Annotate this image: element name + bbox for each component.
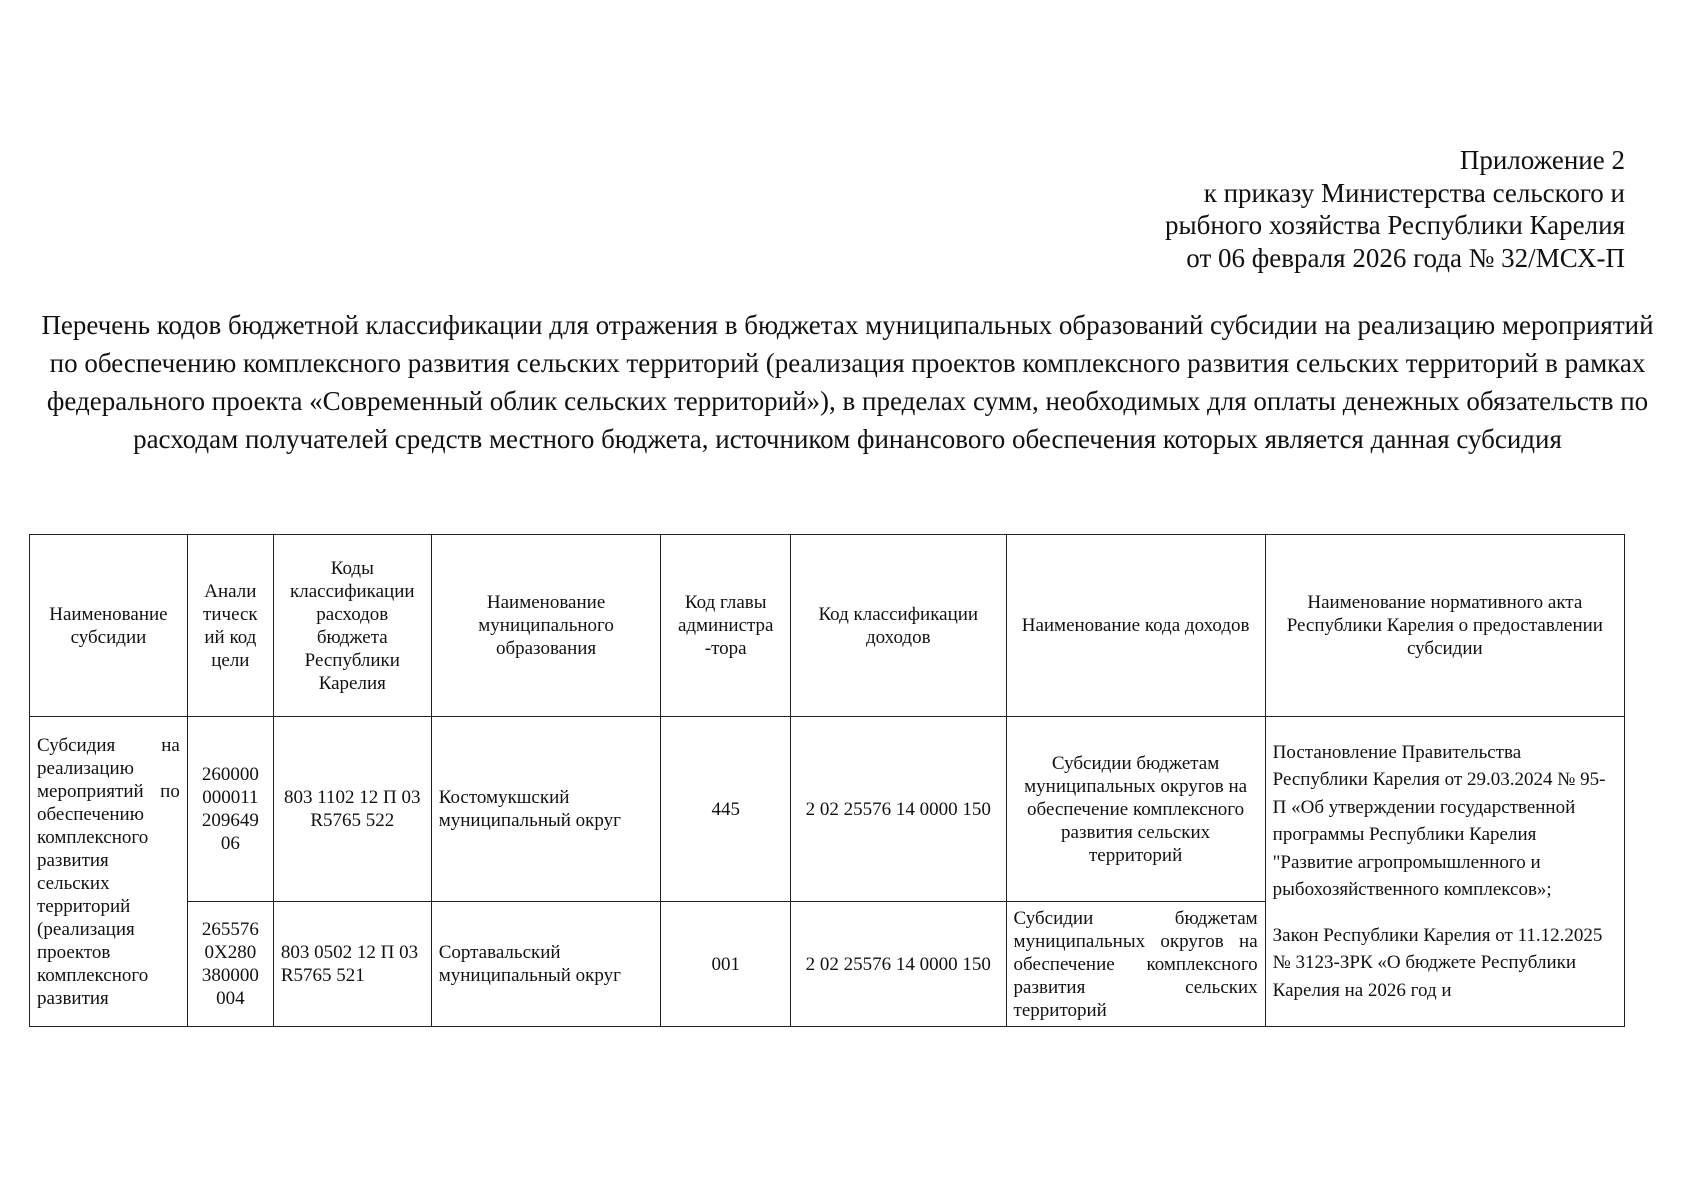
normative-act-cell bbox=[1265, 717, 1624, 1027]
admin-code-cell: 001 bbox=[661, 902, 791, 1027]
header-income-name: Наименование кода доходов bbox=[1006, 535, 1265, 717]
header-municipality: Наименование муниципального образования bbox=[431, 535, 661, 717]
municipality-cell: Сортавальский муниципальный округ bbox=[431, 902, 661, 1027]
header-admin-code: Код главы администра -тора bbox=[661, 535, 791, 717]
analytic-code-cell: 260000 000011 209649 06 bbox=[187, 717, 273, 902]
budget-codes-table bbox=[29, 534, 1625, 1027]
expense-code-cell: 803 0502 12 П 03 R5765 521 bbox=[273, 902, 431, 1027]
header-expense-codes: Коды классификации расходов бюджета Республики Карелия bbox=[273, 535, 431, 717]
income-name-cell: Субсидии бюджетам муниципальных округов на обеспечение комплексного развития сельских территорий bbox=[1006, 902, 1265, 1027]
normative-act-resolution: Постановление Правительства Республики Карелия от 29.03.2024 № 95-П «Об утверждении государственной программы Республики Карелия "Развитие агропромышленного и рыбохозяйственного комплексов»; bbox=[1272, 741, 1606, 901]
expense-code-cell: 803 1102 12 П 03 R5765 522 bbox=[273, 717, 431, 902]
income-name-cell: Субсидии бюджетам муниципальных округов на обеспечение комплексного развития сельских территорий bbox=[1006, 717, 1265, 902]
analytic-code-cell: 265576 0Х280 380000 004 bbox=[187, 902, 273, 1027]
document-title: Перечень кодов бюджетной классификации для отражения в бюджетах муниципальных образований субсидии на реализацию мероприятий по обеспечению комплексного развития сельских территорий (реализация проектов комплексного развития сельских территорий в рамках федерального проекта «Современный облик сельских территорий»), в пределах сумм, необходимых для оплаты денежных обязательств по расходам получателей средств местного бюджета, источником финансового обеспечения которых является данная субсидия bbox=[41, 310, 1654, 454]
header-normative-act: Наименование нормативного акта Республики Карелия о предоставлении субсидии bbox=[1265, 535, 1624, 717]
income-code-cell: 2 02 25576 14 0000 150 bbox=[790, 717, 1006, 902]
table-header-row bbox=[30, 535, 1625, 717]
admin-code-cell: 445 bbox=[661, 717, 791, 902]
header-analytic-code: Анали тическ ий код цели bbox=[187, 535, 273, 717]
appendix-line: рыбного хозяйства Республики Карелия bbox=[1164, 210, 1625, 240]
header-income-code: Код классификации доходов bbox=[790, 535, 1006, 717]
subsidy-name-cell: Субсидия на реализацию мероприятий по обеспечению комплексного развития сельских территорий (реализация проектов комплексного развития bbox=[30, 717, 188, 1027]
income-code-cell: 2 02 25576 14 0000 150 bbox=[790, 902, 1006, 1027]
appendix-line: от 06 февраля 2026 года № 32/МСХ-П bbox=[1186, 242, 1625, 273]
header-subsidy-name: Наименование субсидии bbox=[30, 535, 188, 717]
appendix-line: Приложение 2 bbox=[1459, 145, 1625, 175]
normative-act-law: Закон Республики Карелия от 11.12.2025 № 3123-ЗРК «О бюджете Республики Карелия на 2026 год и bbox=[1272, 924, 1603, 1001]
appendix-block bbox=[1165, 144, 1625, 274]
municipality-cell: Костомукшский муниципальный округ bbox=[431, 717, 661, 902]
table-row bbox=[30, 717, 1625, 902]
appendix-line: к приказу Министерства сельского и bbox=[1203, 177, 1625, 208]
